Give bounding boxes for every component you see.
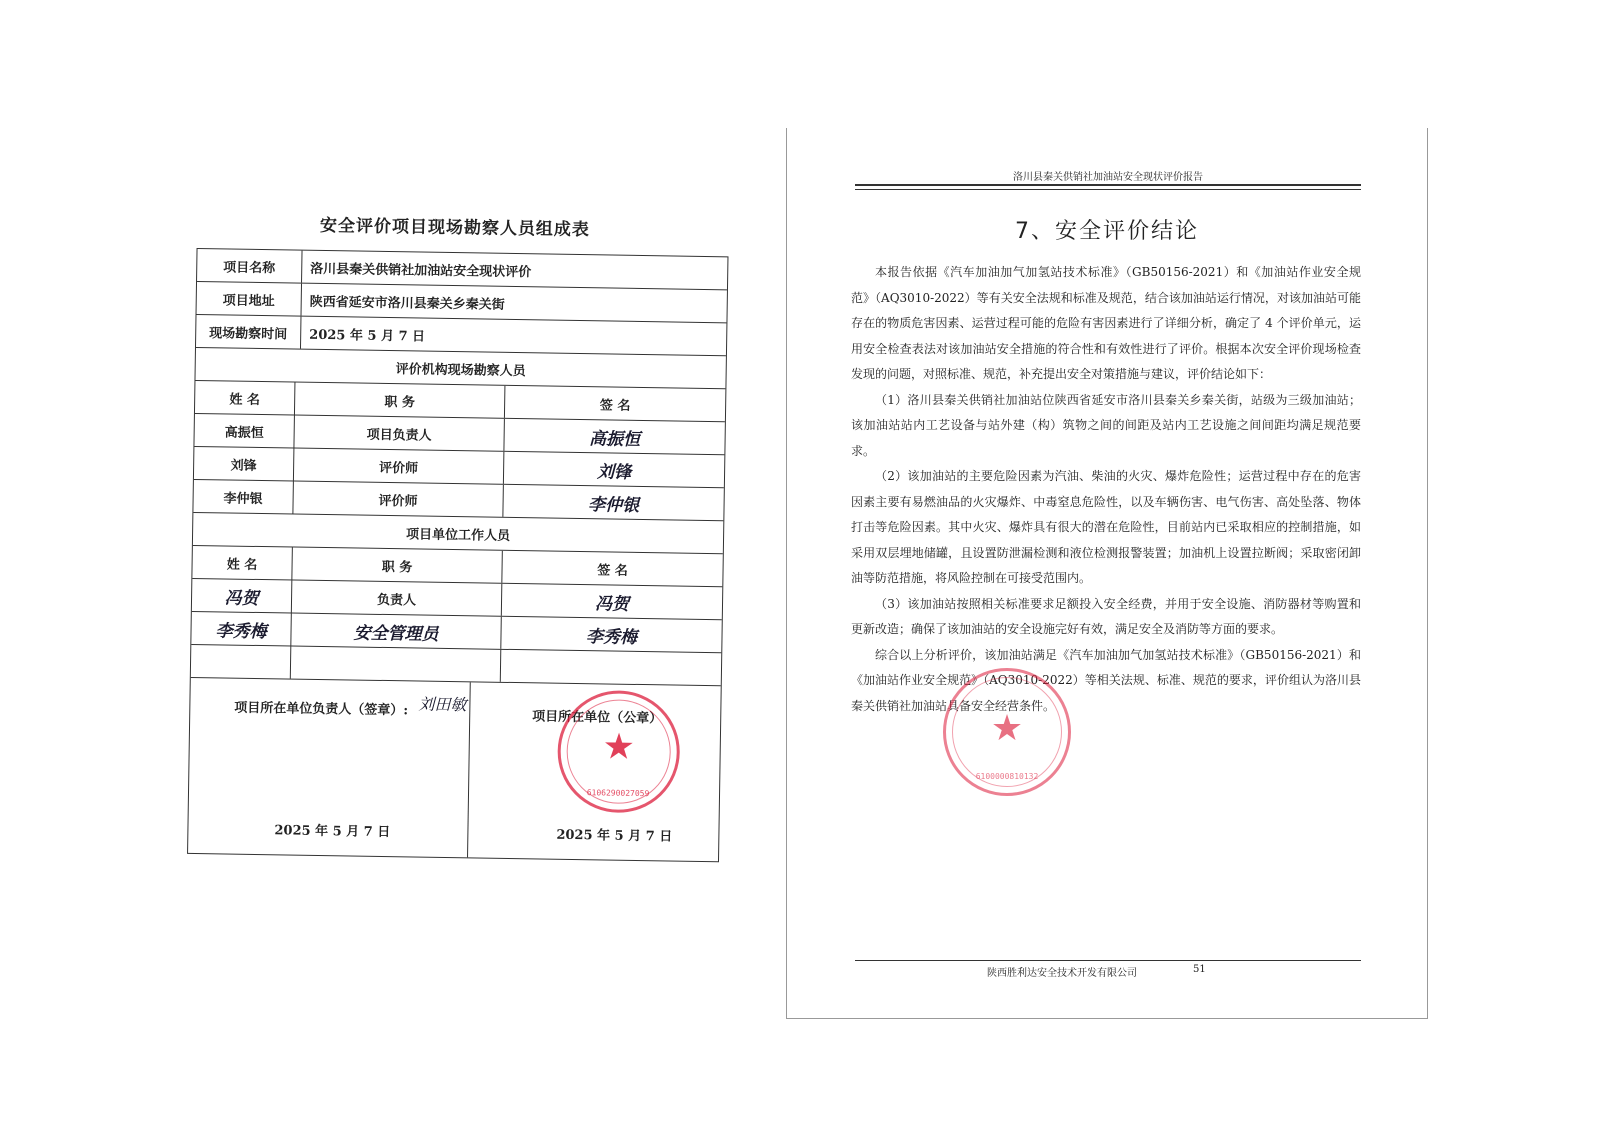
person-role: 评价师: [293, 482, 503, 517]
chapter-title: 7、安全评价结论: [1015, 219, 1199, 244]
footer-rule: [855, 960, 1361, 961]
paragraph: （2）该加油站的主要危险因素为汽油、柴油的火灾、爆炸危险性；运营过程中存在的危害因素主要有易燃油品的火灾爆炸、中毒窒息危险性，以及车辆伤害、电气伤害、高处坠落、物体打击等危险因素。其中火灾、爆炸具有很大的潜在危险性，目前站内已采取相应的控制措施，如采用双层埋地储罐，且设置防泄漏检测和液位检测报警装置；加油机上设置拉断阀；采取密闭卸油等防范措施，将风险控制在可接受范围内。: [851, 469, 1361, 585]
running-head: 洛川县秦关供销社加油站安全现状评价报告: [1013, 172, 1203, 183]
person-name: 冯贺: [192, 579, 292, 613]
signoff-row: [188, 678, 721, 861]
page-number: 51: [1193, 964, 1206, 975]
unit-header-name: 姓 名: [192, 546, 292, 580]
unit-header-role: 职 务: [292, 548, 502, 583]
company-seal-stamp: [943, 668, 1071, 796]
person-signature: 李仲银: [587, 494, 640, 516]
person-name: 刘锋: [194, 447, 294, 481]
person-signature: 冯贺: [594, 593, 630, 615]
signoff-right-date: 2025 年 5 月 7 日: [556, 827, 673, 845]
paragraph: （3）该加油站按照相关标准要求足额投入安全经费，并用于安全设施、消防器材等购置和更新改造；确保了该加油站的安全设施完好有效，满足安全及消防等方面的要求。: [851, 596, 1361, 636]
footer-company: 陕西胜利达安全技术开发有限公司: [987, 968, 1137, 979]
project-name-label: 项目名称: [197, 249, 302, 283]
person-role: [291, 647, 501, 682]
person-signature: 刘锋: [596, 461, 632, 483]
signoff-left: [188, 678, 471, 857]
paragraph: 本报告依据《汽车加油加气加氢站技术标准》（GB50156-2021）和《加油站作业安全规范》（AQ3010-2022）等有关安全法规和标准及规范，结合该加油站运行情况，对该加油站可能存在的物质危害因素、运营过程可能的危险有害因素进行了详细分析，确定了 4 个评价单元，运用安全检查表法对该加油站安全措施的符合性和有效性进行了评价。根据本次安全评价现场检查发现的问题，对照标准、规范，补充提出安全对策措施与建议，评价结论如下：: [851, 265, 1361, 381]
survey-time-value: 2025 年 5 月 7 日: [309, 327, 426, 345]
person-signature: [501, 650, 721, 685]
eval-section-heading: 评价机构现场勘察人员: [195, 348, 725, 389]
unit-section-heading: 项目单位工作人员: [193, 513, 723, 554]
person-role: 项目负责人: [294, 416, 504, 451]
conclusion-body: [851, 260, 1361, 719]
person-role: 安全管理员: [291, 614, 501, 649]
project-address-value: 陕西省延安市洛川县秦关乡秦关街: [309, 294, 505, 313]
person-name: 李秀梅: [191, 612, 291, 646]
paragraph: （1）洛川县秦关供销社加油站位陕西省延安市洛川县秦关乡秦关街，站级为三级加油站；该加油站站内工艺设备与站外建（构）筑物之间的间距及站内工艺设施之间间距均满足规范要求。: [851, 392, 1361, 458]
right-page-report: [786, 128, 1428, 1019]
responsible-person-signature: 刘田敏: [418, 694, 467, 715]
project-address-label: 项目地址: [197, 282, 302, 316]
eval-header-role: 职 务: [295, 383, 505, 418]
star-icon: ★: [602, 726, 636, 768]
person-role: 评价师: [294, 449, 504, 484]
signoff-right: [468, 682, 721, 861]
person-role: 负责人: [292, 581, 502, 616]
stamp-number: 6100000810132: [975, 772, 1039, 781]
responsible-person-label: 项目所在单位负责人（签章）:: [234, 700, 409, 719]
unit-seal-label: 项目所在单位（公章）: [532, 709, 663, 727]
survey-time-label: 现场勘察时间: [196, 315, 301, 349]
eval-header-name: 姓 名: [195, 381, 295, 415]
header-rule-thin: [855, 189, 1361, 190]
left-page-form: [145, 185, 756, 894]
survey-personnel-table: [187, 248, 728, 862]
paragraph: 综合以上分析评价，该加油站满足《汽车加油加气加氢站技术标准》（GB50156-2021）和《加油站作业安全规范》（AQ3010-2022）等相关法规、标准、规范的要求，评价组认为洛川县秦关供销社加油站具备安全经营条件。: [851, 647, 1361, 713]
signoff-left-date: 2025 年 5 月 7 日: [274, 823, 391, 841]
unit-header-sign: 签 名: [597, 562, 628, 579]
person-signature: 李秀梅: [585, 626, 638, 648]
person-name: [191, 645, 291, 679]
person-name: 李仲银: [193, 480, 293, 514]
person-signature: 高振恒: [588, 428, 641, 450]
project-name-value: 洛川县秦关供销社加油站安全现状评价: [310, 261, 532, 280]
eval-header-sign: 签 名: [599, 397, 631, 414]
star-icon: ★: [990, 708, 1024, 749]
form-title: 安全评价项目现场勘察人员组成表: [319, 215, 591, 241]
header-rule: [855, 184, 1361, 186]
stamp-number: 6106290027059: [586, 788, 650, 799]
person-name: 高振恒: [194, 414, 294, 448]
unit-seal-stamp: [557, 690, 681, 814]
